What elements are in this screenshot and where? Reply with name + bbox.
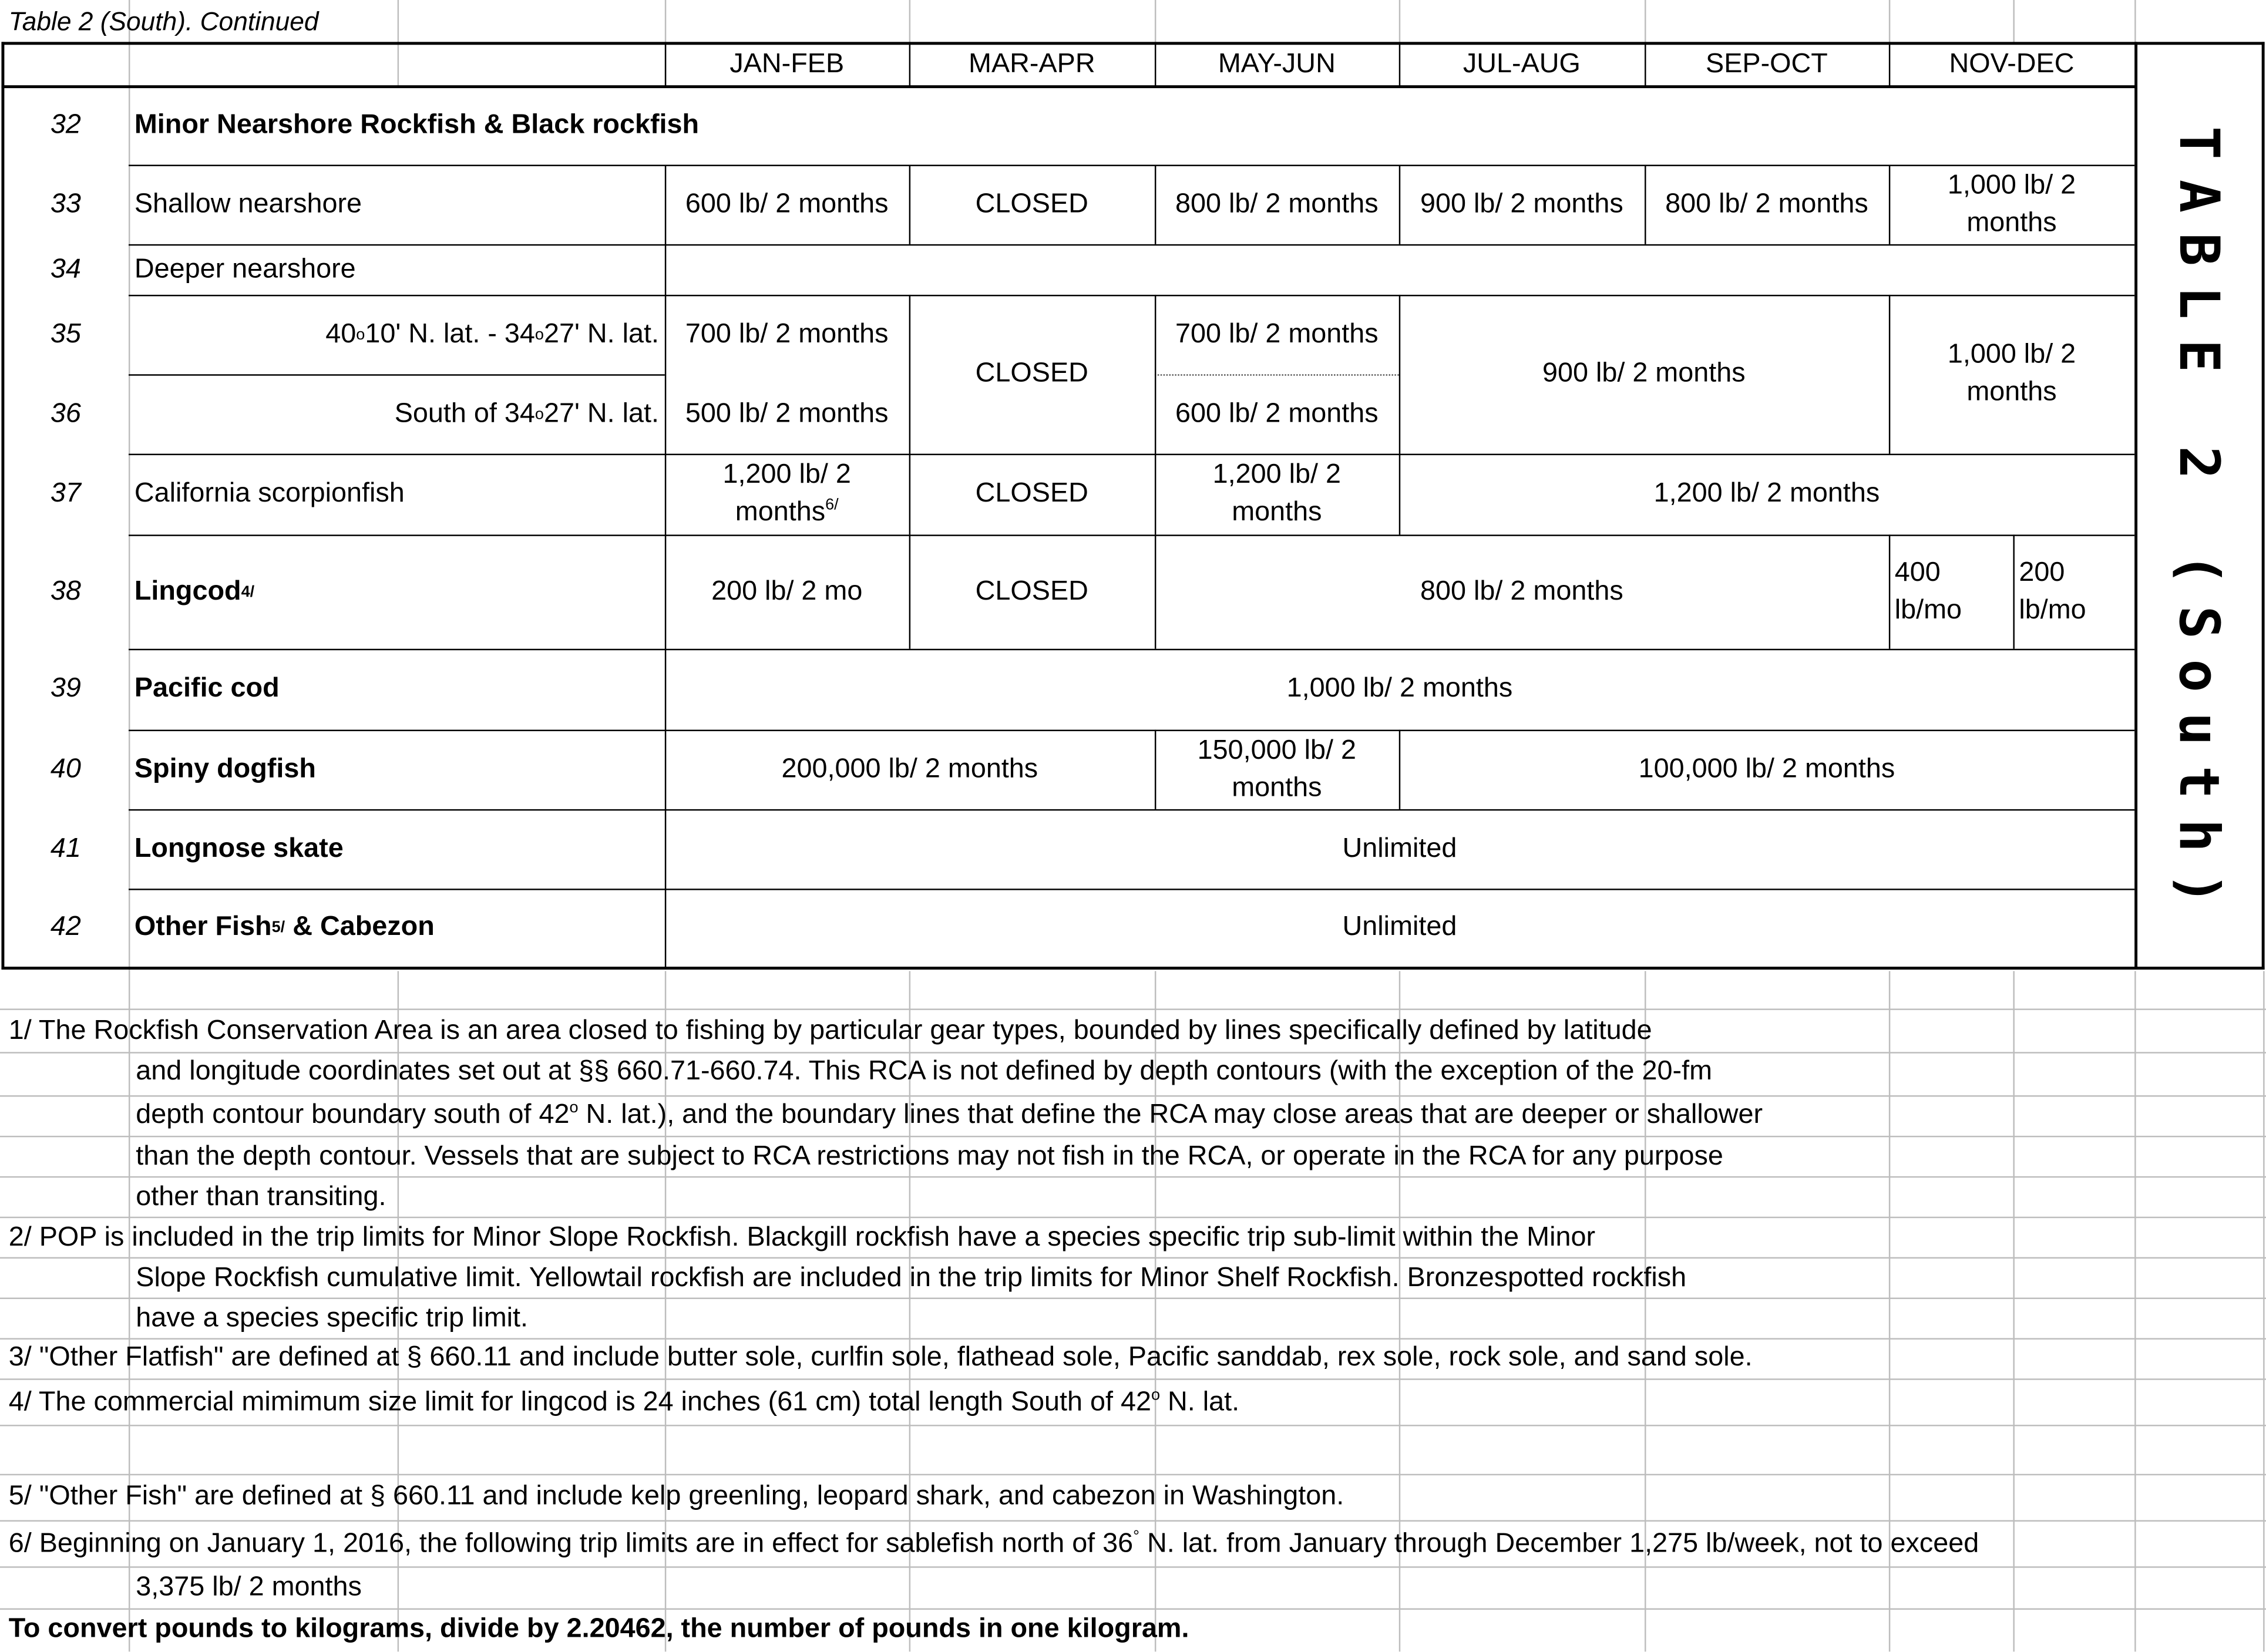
cell-38-nov — [1889, 534, 2013, 648]
cell-38-dec-line1: 200 — [2019, 557, 2065, 588]
row-label-spiny-dogfish: Spiny dogfish — [134, 753, 316, 784]
row-label-pacific-cod: Pacific cod — [134, 673, 280, 704]
footnote-6-line2: 3,375 lb/ 2 months — [136, 1572, 362, 1603]
row-number-33: 33 — [50, 189, 81, 219]
cell-37-may-jun-line2: months — [1232, 497, 1322, 528]
cell-38-dec — [2013, 534, 2134, 648]
cell-33-sep-oct: 800 lb/ 2 months — [1665, 189, 1868, 219]
cell-36-may-jun: 600 lb/ 2 months — [1175, 398, 1379, 429]
footnote-6-b: N. lat. from January through December 1,275 lb/week, not to exceed — [1139, 1529, 1979, 1559]
cell-35-may-jun: 700 lb/ 2 months — [1175, 318, 1379, 349]
footnote-5: 5/ "Other Fish" are defined at § 660.11 and include kelp greenling, leopard shark, and cabezon in Washington. — [8, 1481, 1344, 1512]
cell-35-36-nov-dec-line2: months — [1966, 377, 2057, 408]
header-nov-dec: NOV-DEC — [1949, 48, 2075, 79]
label-35-part1: 40 — [325, 318, 357, 349]
cell-42-all: Unlimited — [1342, 911, 1457, 943]
cell-33-nov-dec — [1889, 164, 2134, 244]
row-number-42: 42 — [50, 911, 81, 943]
other-fish-label-text: Other Fish — [134, 911, 272, 943]
footnote-6-a: 6/ Beginning on January 1, 2016, the following trip limits are in effect for sablefish north of 36 — [8, 1529, 1134, 1559]
header-jan-feb: JAN-FEB — [729, 48, 845, 79]
cell-35-jan-feb: 700 lb/ 2 months — [685, 318, 889, 349]
cell-38-may-oct: 800 lb/ 2 months — [1420, 576, 1623, 607]
row-number-40: 40 — [50, 753, 81, 784]
side-title-text: TABLE 2 (South) — [2167, 126, 2232, 926]
table-continued-title: Table 2 (South). Continued — [8, 7, 319, 36]
cabezon-label-text: & Cabezon — [285, 911, 435, 943]
row-label-shallow-nearshore: Shallow nearshore — [134, 189, 362, 219]
row-number-32: 32 — [50, 109, 81, 140]
cell-37-mar-apr: CLOSED — [975, 478, 1088, 509]
footnote-1-line3-a: depth contour boundary south of 42 — [136, 1099, 570, 1131]
row-number-41: 41 — [50, 833, 81, 864]
cell-37-may-jun-line1: 1,200 lb/ 2 — [1212, 459, 1342, 490]
cell-38-jan-feb: 200 lb/ 2 mo — [711, 576, 863, 607]
cell-36-jan-feb: 500 lb/ 2 months — [685, 398, 889, 429]
row-label-longnose-skate: Longnose skate — [134, 833, 344, 864]
row-label-40-10-to-34-27: 40 o 10' N. lat. - 34 o 27' N. lat. — [129, 295, 665, 374]
header-jul-aug: JUL-AUG — [1463, 48, 1581, 79]
footnote-1-line4: than the depth contour. Vessels that are subject to RCA restrictions may not fish in the RCA, or operate in the RCA for any purpose — [136, 1141, 1723, 1172]
row-number-34: 34 — [50, 253, 81, 284]
cell-40-may-jun-line2: months — [1232, 772, 1322, 803]
label-36-part1: South of 34 — [394, 398, 535, 429]
cell-39-all: 1,000 lb/ 2 months — [1286, 673, 1513, 704]
footnote-4-deg: o — [1151, 1387, 1161, 1404]
footnote-ref-6: 6/ — [825, 496, 839, 514]
row-number-36: 36 — [50, 398, 81, 429]
row-number-35: 35 — [50, 318, 81, 349]
footnote-2-line2: Slope Rockfish cumulative limit. Yellowtail rockfish are included in the trip limits for Minor Shelf Rockfish. Bronzespotted rockfish — [136, 1263, 1687, 1294]
cell-37-jan-feb — [665, 454, 909, 535]
footnote-6-deg: ° — [1133, 1528, 1140, 1546]
cell-40-jul-dec: 100,000 lb/ 2 months — [1638, 753, 1895, 784]
label-36-part2: 27' N. lat. — [543, 398, 659, 429]
cell-33-mar-apr: CLOSED — [975, 189, 1088, 219]
cell-37-jan-feb-months: months — [735, 497, 826, 528]
cell-37-jul-dec: 1,200 lb/ 2 months — [1653, 478, 1880, 509]
cell-40-jan-apr: 200,000 lb/ 2 months — [781, 753, 1038, 784]
row-label-south-of-34-27: South of 34 o 27' N. lat. — [129, 374, 665, 453]
row-label-lingcod: Lingcod 4/ — [129, 534, 665, 648]
cell-38-nov-line1: 400 — [1894, 557, 1941, 588]
header-sep-oct: SEP-OCT — [1706, 48, 1828, 79]
cell-35-36-mar-apr: CLOSED — [975, 358, 1088, 389]
cell-41-all: Unlimited — [1342, 833, 1457, 864]
cell-35-36-jul-oct: 900 lb/ 2 months — [1542, 358, 1746, 389]
footnote-4 — [9, 1387, 1239, 1419]
side-title — [2141, 87, 2257, 965]
cell-38-mar-apr: CLOSED — [975, 576, 1088, 607]
cell-37-jan-feb-line2 — [735, 494, 839, 531]
row-label-minor-nearshore: Minor Nearshore Rockfish & Black rockfish — [134, 109, 700, 140]
footnote-3: 3/ "Other Flatfish" are defined at § 660.11 and include butter sole, curlfin sole, flathead sole, Pacific sanddab, rex sole, rock sole, and sand sole. — [8, 1342, 1753, 1373]
cell-33-nov-dec-line1: 1,000 lb/ 2 — [1947, 170, 2076, 200]
footnote-2-line1: 2/ POP is included in the trip limits for Minor Slope Rockfish. Blackgill rockfish have a species specific trip sub-limit within the Minor — [8, 1222, 1596, 1253]
footnote-1-line2: and longitude coordinates set out at §§ 660.71-660.74. This RCA is not defined by depth contours (with the exception of the 20-fm — [136, 1056, 1713, 1087]
footnote-4-a: 4/ The commercial mimimum size limit for lingcod is 24 inches (61 cm) total length South of 42 — [8, 1387, 1151, 1418]
footnote-1-deg: o — [569, 1099, 579, 1117]
cell-35-36-nov-dec-line1: 1,000 lb/ 2 — [1947, 339, 2076, 370]
row-label-other-fish-cabezon: Other Fish 5/ & Cabezon — [129, 889, 665, 967]
cell-33-jul-aug: 900 lb/ 2 months — [1420, 189, 1623, 219]
footnote-1-line3-b: N. lat.), and the boundary lines that define the RCA may close areas that are deeper or shallower — [578, 1099, 1763, 1131]
cell-33-jan-feb: 600 lb/ 2 months — [685, 189, 889, 219]
cell-33-nov-dec-line2: months — [1966, 207, 2057, 238]
cell-38-dec-line2: lb/mo — [2019, 594, 2086, 625]
row-number-37: 37 — [50, 478, 81, 509]
cell-33-may-jun: 800 lb/ 2 months — [1175, 189, 1379, 219]
label-35-part3: 27' N. lat. — [543, 318, 659, 349]
cell-37-jan-feb-line1: 1,200 lb/ 2 — [722, 459, 851, 490]
cell-40-may-jun — [1155, 730, 1399, 809]
cell-40-may-jun-line1: 150,000 lb/ 2 — [1197, 735, 1357, 765]
row-label-deeper-nearshore: Deeper nearshore — [134, 253, 356, 284]
conversion-note: To convert pounds to kilograms, divide by 2.20462, the number of pounds in one kilogram. — [8, 1614, 1189, 1645]
row-label-california-scorpionfish: California scorpionfish — [134, 478, 405, 509]
cell-37-may-jun — [1155, 454, 1399, 535]
lingcod-label-text: Lingcod — [134, 576, 241, 607]
header-mar-apr: MAR-APR — [968, 48, 1095, 79]
footnote-1-line5: other than transiting. — [136, 1182, 386, 1213]
footnote-1-line3 — [136, 1099, 1763, 1131]
footnote-2-line3: have a species specific trip limit. — [136, 1303, 529, 1334]
label-35-part2: 10' N. lat. - 34 — [365, 318, 535, 349]
row-number-38: 38 — [50, 576, 81, 607]
footnote-4-b: N. lat. — [1160, 1387, 1240, 1418]
cell-35-36-nov-dec — [1889, 295, 2134, 454]
footnote-1-line1: 1/ The Rockfish Conservation Area is an area closed to fishing by particular gear types, bounded by lines specifically defined by latitude — [8, 1015, 1652, 1047]
header-may-jun: MAY-JUN — [1218, 48, 1336, 79]
footnote-6-line1 — [9, 1529, 1979, 1560]
cell-38-nov-line2: lb/mo — [1894, 594, 1962, 625]
row-number-39: 39 — [50, 673, 81, 704]
